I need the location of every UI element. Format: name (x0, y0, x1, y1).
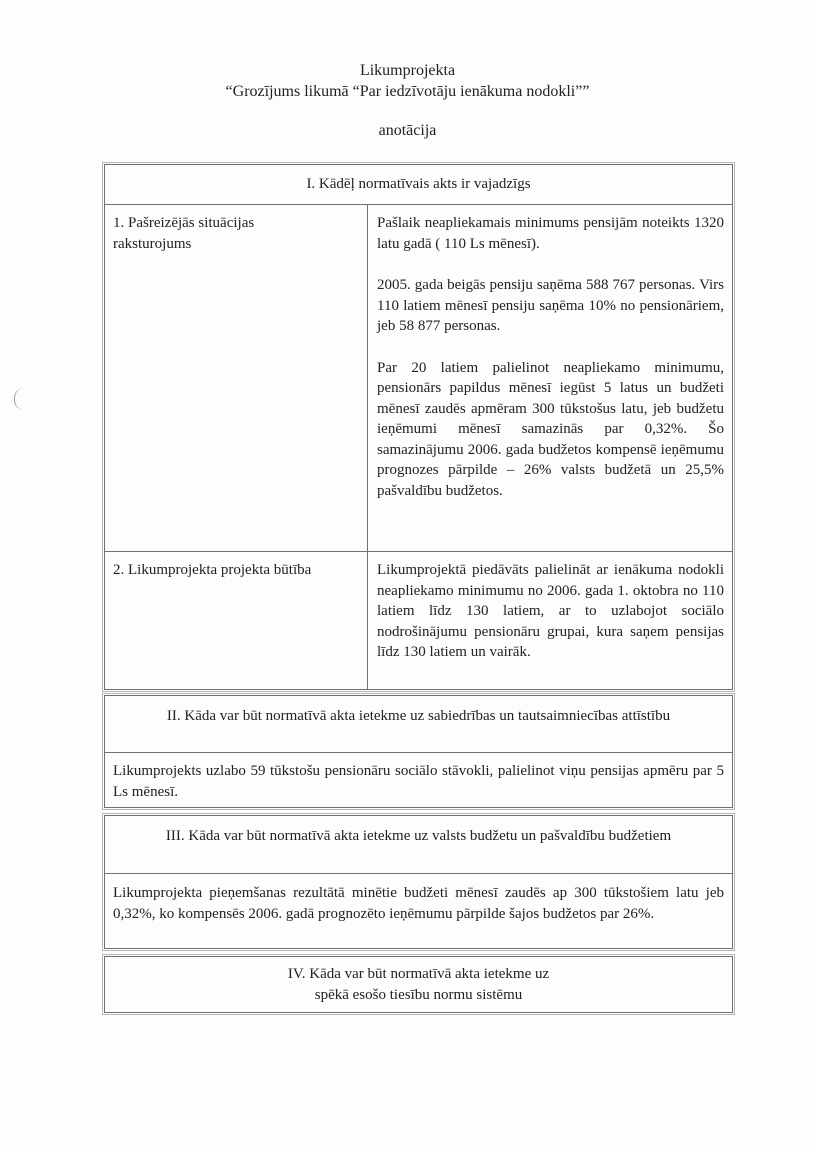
row-1-content (377, 213, 724, 501)
row-2-label: 2. Likumprojekta projekta būtība (113, 562, 312, 578)
margin-mark (14, 388, 25, 410)
section-3-text: Likumprojekta pieņemšanas rezultātā minētie budžeti mēnesī zaudēs ap 300 tūkstošiem latu jeb 0,32%, ko kompensēs 2006. gadā prognozēto ieņēmumu pārpilde šajos budžetos par 26%. (113, 885, 724, 922)
section-2-text: Likumprojekts uzlabo 59 tūkstošu pensionāru sociālo stāvokli, palielinot viņu pensijas apmēru par 5 Ls mēnesī. (113, 763, 724, 800)
section-2-divider (105, 752, 732, 753)
section-1-divider (105, 204, 732, 205)
section-4-title-line2: spēkā esošo tiesību normu sistēmu (314, 987, 523, 1003)
section-3-table (104, 815, 733, 949)
section-4-title-line1: IV. Kāda var būt normatīvā akta ietekme uz (287, 966, 550, 982)
section-3-title: III. Kāda var būt normatīvā akta ietekme uz valsts budžetu un pašvaldību budžetiem (165, 828, 672, 844)
section-2-title: II. Kāda var būt normatīvā akta ietekme uz sabiedrības un tautsaimniecības attīstību (166, 708, 671, 724)
row-1-paragraph-3: Par 20 latiem palielinot neapliekamo minimumu, pensionārs papildus mēnesī iegūst 5 latus un budžeti mēnesī zaudēs apmēram 300 tūkstošus latu, jeb budžetu ieņēmumi mēnesī samazinās par 0,32%. Šo samazinājumu 2006. gada budžetos kompensē ieņēmumu prognozes pārpilde – 26% valsts budžetā un 25,5% pašvaldību budžetos. (377, 359, 724, 499)
document-subtitle: anotācija (378, 122, 437, 139)
row-1-label: 1. Pašreizējās situācijas raksturojums (113, 215, 255, 252)
column-divider (367, 204, 368, 690)
row-divider (105, 551, 732, 552)
row-1-paragraph-2: 2005. gada beigās pensiju saņēma 588 767 personas. Virs 110 latiem mēnesī pensiju saņēma 10% no pensionāriem, jeb 58 877 personas. (377, 277, 724, 334)
section-2-table (104, 695, 733, 808)
section-3-divider (105, 873, 732, 874)
document-title-line2: “Grozījums likumā “Par iedzīvotāju ienākuma nodokli”” (225, 83, 590, 100)
section-1-title: I. Kādēļ normatīvais akts ir vajadzīgs (306, 176, 531, 192)
section-1-table (104, 164, 733, 690)
row-1-paragraph-1: Pašlaik neapliekamais minimums pensijām noteikts 1320 latu gadā ( 110 Ls mēnesī). (377, 215, 724, 252)
row-2-content: Likumprojektā piedāvāts palielināt ar ienākuma nodokli neapliekamo minimumu no 2006. gada 1. oktobra no 110 latiem līdz 130 latiem, ar to uzlabojot sociālo nodrošinājumu pensionāru grupai, kura saņem pensijas līdz 130 latiem un vairāk. (377, 562, 724, 660)
section-4-table (104, 956, 733, 1013)
document-title-line1: Likumprojekta (359, 62, 456, 79)
